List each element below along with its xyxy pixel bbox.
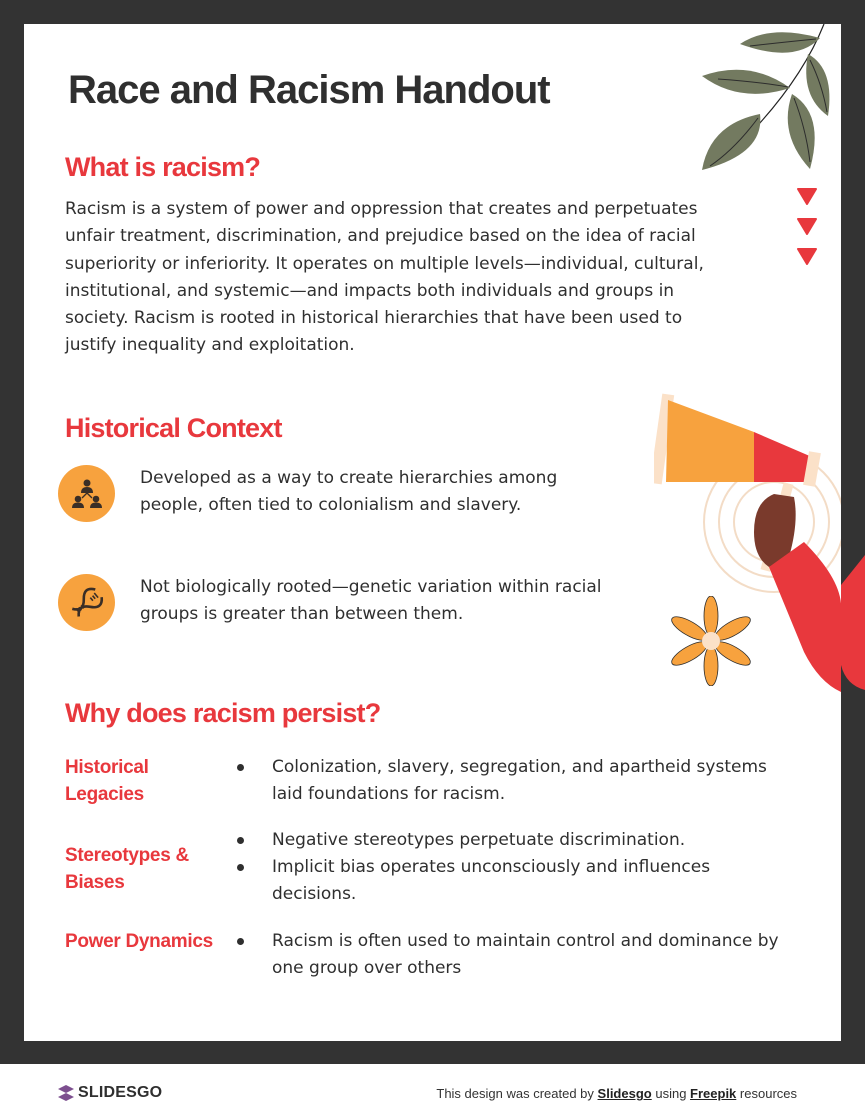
- arm-overflow-icon: [841, 555, 865, 690]
- persist-bullets: [235, 754, 795, 808]
- credit-middle: using: [655, 1086, 687, 1101]
- bullet-dot: [237, 764, 244, 771]
- dna-icon: [58, 574, 115, 631]
- persist-label: Historical Legacies: [65, 757, 149, 805]
- heading-what-is-racism: What is racism?: [65, 152, 261, 182]
- heading-historical-context: Historical Context: [65, 413, 282, 443]
- footer-credit: [436, 1086, 797, 1101]
- history-item: [58, 465, 610, 522]
- persist-label: Power Dynamics: [65, 931, 213, 952]
- slidesgo-link[interactable]: Slidesgo: [597, 1086, 652, 1101]
- persist-label: Stereotypes & Biases: [65, 845, 189, 893]
- bullet-text: Implicit bias operates unconsciously and influences decisions.: [272, 857, 711, 904]
- bullet-text: Racism is often used to maintain control and dominance by one group over others: [272, 931, 779, 978]
- slidesgo-logo-icon: [58, 1085, 74, 1101]
- page-title: Race and Racism Handout: [68, 68, 550, 112]
- credit-suffix: resources: [739, 1086, 797, 1101]
- racism-definition-paragraph: Racism is a system of power and oppression that creates and perpetuates unfair treatment, discrimination, and prejudice based on the idea of racial superiority or inferiority. It operates on multiple levels—individual, cultural, institutional, and systemic—and impacts both individuals and groups in society. Racism is rooted in historical hierarchies that have been used to justify inequality and exploitation.: [65, 199, 704, 356]
- history-item-text: Not biologically rooted—genetic variation within racial groups is greater than between them.: [140, 577, 602, 624]
- freepik-link[interactable]: Freepik: [690, 1086, 737, 1101]
- bullet-item: [235, 928, 795, 982]
- hierarchy-people-icon: [58, 465, 115, 522]
- credit-prefix: This design was created by: [436, 1086, 594, 1101]
- bullet-dot: [237, 938, 244, 945]
- bullet-item: [235, 754, 795, 808]
- bullet-dot: [237, 864, 244, 871]
- bullet-dot: [237, 837, 244, 844]
- heading-why-persist: Why does racism persist?: [65, 698, 381, 728]
- logo-text: SLIDESGO: [78, 1084, 163, 1101]
- flower-icon: [666, 596, 756, 686]
- persist-bullets: [235, 827, 795, 908]
- handout-page: [24, 24, 841, 1041]
- bullet-item: [235, 827, 795, 854]
- bullet-text: Negative stereotypes perpetuate discrimination.: [272, 830, 686, 850]
- leaf-branch-icon: [700, 24, 841, 174]
- bullet-text: Colonization, slavery, segregation, and apartheid systems laid foundations for racism.: [272, 757, 767, 804]
- slidesgo-logo[interactable]: [58, 1084, 162, 1102]
- triangle-markers-icon: [796, 187, 818, 272]
- history-item-text: Developed as a way to create hierarchies among people, often tied to colonialism and slavery.: [140, 468, 558, 515]
- bullet-item: [235, 854, 795, 908]
- persist-bullets: [235, 928, 795, 982]
- history-item: [58, 574, 610, 631]
